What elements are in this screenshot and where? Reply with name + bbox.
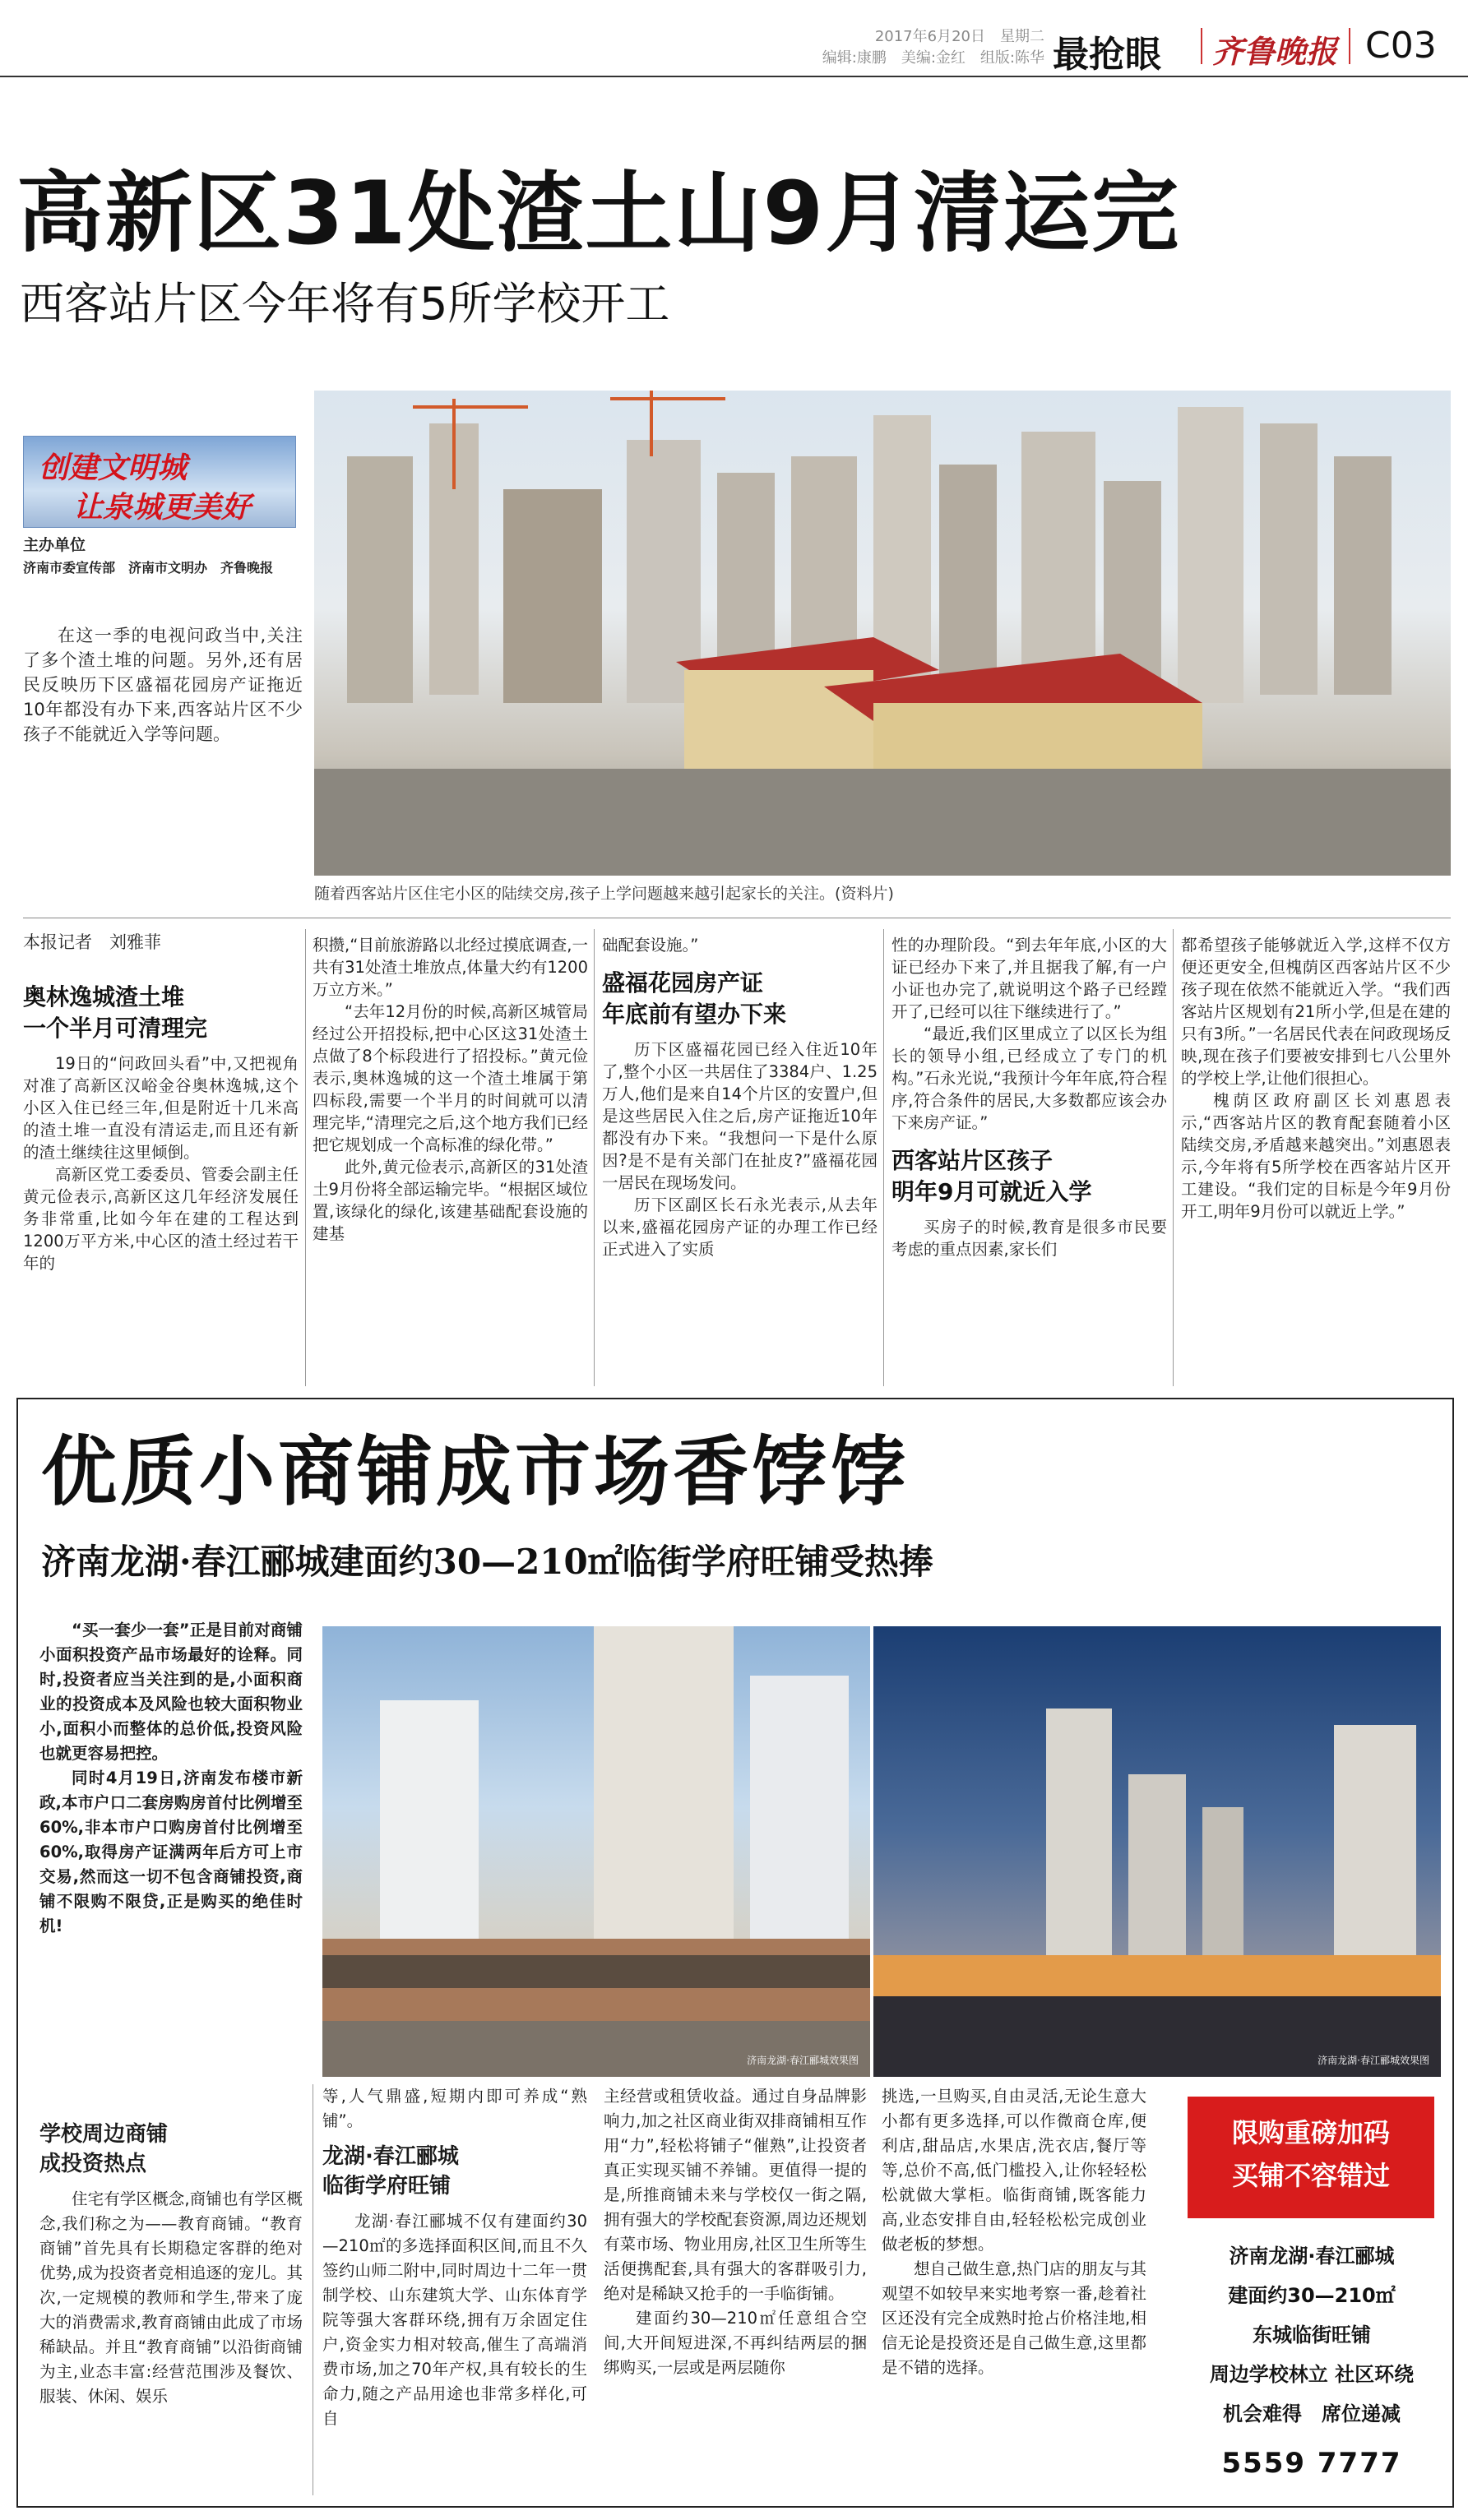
ad-column-3	[604, 2084, 867, 2380]
article-paragraph: 槐荫区政府副区长刘惠恩表示,“西客站片区的教育配套随着小区陆续交房,矛盾越来越突出。”刘惠恩表示,今年将有5所学校在西客站片区开工建设。“我们定的目标是今年9月份开工,明年9月份可以就近上学。”	[1181, 1091, 1451, 1221]
ad-paragraph: 挑选,一旦购买,自由灵活,无论生意大小都有更多选择,可以作微商仓库,便利店,甜品店,水果店,洗衣店,餐厅等等,总价不高,低门槛投入,让你轻轻松松就做大掌柜。临街商铺,既客能力高,业态安排自由,轻轻松松完成创业做老板的梦想。	[882, 2087, 1146, 2254]
article-paragraph: “去年12月份的时候,高新区城管局经过公开招投标,把中心区这31处渣土点做了8个标段进行了招投标。”黄元俭表示,奥林逸城的这一个渣土堆属于第四标段,需要一个半月的时间就可以清理完毕,“清理完之后,这个地方我们已经把它规划成一个高标准的绿化带。”	[313, 1002, 588, 1154]
ad-paragraph: 主经营或租赁收益。通过自身品牌影响力,加之社区商业街双排商铺相互作用“力”,轻松将铺子“催熟”,让投资者真正实现买铺不养铺。更值得一提的是,所推商铺未来与学校仅一街之隔,拥有强大的学校配套资源,周边还规划有菜市场、物业用房,社区卫生所等生活便携配套,具有强大的客群吸引力,绝对是稀缺又抢手的一手临街铺。	[604, 2087, 867, 2303]
page-number: C03	[1365, 25, 1437, 67]
ad-paragraph: 住宅有学区概念,商铺也有学区概念,我们称之为——教育商铺。“教育商铺”首先具有长期稳定客群的绝对优势,成为投资者竞相追逐的宠儿。其次,一定规模的教师和学生,带来了庞大的消费需求,教育商铺由此成了市场稀缺品。并且“教育商铺”以沿街商铺为主,业态丰富:经营范围涉及餐饮、服装、休闲、娱乐	[39, 2189, 303, 2406]
ad-subtitle: 济南龙湖·春江郦城建面约30—210㎡临街学府旺铺受热捧	[41, 1542, 933, 1582]
article-paragraph: 历下区副区长石永光表示,从去年以来,盛福花园房产证的办理工作已经正式进入了实质	[602, 1195, 878, 1259]
ad-paragraph: 想自己做生意,热门店的朋友与其观望不如较早来实地考察一番,趁着社区还没有完全成熟时抢占价格洼地,相信无论是投资还是自己做生意,这里都是不错的选择。	[882, 2259, 1146, 2377]
masthead-divider	[1201, 28, 1202, 64]
masthead-divider-2	[1349, 28, 1350, 64]
ad-column-2	[322, 2084, 587, 2431]
promo-info-line: 周边学校林立 社区环绕	[1209, 2363, 1415, 2386]
column-divider	[305, 929, 306, 1386]
column-divider	[883, 929, 884, 1386]
ad-title: 优质小商铺成市场香饽饽	[41, 1427, 910, 1516]
promo-banner	[1188, 2097, 1434, 2218]
column-divider	[594, 929, 595, 1386]
column-divider	[1173, 929, 1174, 1386]
render-image-1-art	[322, 1626, 870, 2077]
masthead-date: 2017年6月20日 星期二	[874, 28, 1044, 45]
promo-line-1: 限购重磅加码	[1231, 2117, 1390, 2148]
article-column-4	[891, 934, 1167, 1260]
masthead-editors: 编辑:康鹏 美编:金红 组版:陈华	[822, 49, 1044, 67]
ad-paragraph: 等,人气鼎盛,短期内即可养成“熟铺”。	[322, 2087, 587, 2130]
campaign-slogan-2: 让泉城更美好	[73, 490, 252, 525]
ad-paragraph: 龙湖·春江郦城不仅有建面约30—210㎡的多选择面积区间,而且不久签约山师二附中,同时周边十二年一贯制学校、山东建筑大学、山东体育学院等强大客群环绕,拥有万余固定住户,资金实力相对较高,催生了高端消费市场,加之70年产权,具有较长的生命力,随之产品用途也非常多样化,可自	[322, 2212, 587, 2428]
ad-column-1	[39, 2080, 303, 2409]
ad-paragraph: 建面约30—210㎡任意组合空间,大开间短进深,不再纠结两层的捆绑购买,一层或是两层随你	[604, 2309, 867, 2377]
construction-photo	[314, 391, 1451, 876]
promo-info-line: 建面约30—210㎡	[1228, 2284, 1396, 2307]
article-paragraph: 性的办理阶段。“到去年年底,小区的大证已经办下来了,并且据我了解,有一户小证也办完了,就说明这个路子已经蹚开了,已经可以往下继续进行了。”	[891, 936, 1167, 1021]
ad-intro	[39, 1618, 303, 1939]
promo-info-line: 济南龙湖·春江郦城	[1229, 2245, 1395, 2268]
promo-line-2: 买铺不容错过	[1231, 2160, 1390, 2191]
article-subhead-3: 西客站片区孩子 明年9月可就近入学	[891, 1147, 1092, 1205]
headline: 高新区31处渣土山9月清运完	[16, 163, 1181, 264]
campaign-host-label: 主办单位	[23, 536, 86, 554]
article-column-3	[602, 934, 878, 1260]
article-paragraph: “最近,我们区里成立了以区长为组长的领导小组,已经成立了专门的机构。”石永光说,“我预计今年年底,符合程序,符合条件的居民,大多数都应该会办下来房产证。”	[891, 1024, 1167, 1132]
article-paragraph: 此外,黄元俭表示,高新区的31处渣土9月份将全部运输完毕。“根据区域位置,该绿化的绿化,该建基础配套设施的建基	[313, 1158, 588, 1243]
paper-logo: 齐鲁晚报	[1212, 33, 1338, 70]
masthead-rule	[0, 76, 1468, 77]
promo-info-line: 机会难得 席位递减	[1223, 2402, 1401, 2425]
article-paragraph: 19日的“问政回头看”中,又把视角对准了高新区汉峪金谷奥林逸城,这个小区入住已经三年,但是附近十几米高的渣土堆一直没有清运走,而且还有新的渣土继续往这里倾倒。	[23, 1054, 299, 1162]
promo-info-line: 东城临街旺铺	[1253, 2323, 1371, 2347]
ad-subhead-1: 学校周边商铺 成投资热点	[39, 2122, 169, 2176]
campaign-hosts: 济南市委宣传部 济南市文明办 齐鲁晚报	[23, 560, 274, 576]
byline: 本报记者 刘雅菲	[23, 932, 161, 952]
ad-subhead-2: 龙湖·春江郦城 临街学府旺铺	[322, 2144, 459, 2199]
section-name: 最抢眼	[1053, 34, 1161, 76]
ad-column-4	[882, 2084, 1146, 2380]
ad-paragraph: “买一套少一套”正是目前对商铺小面积投资产品市场最好的诠释。同时,投资者应当关注到的是,小面积商业的投资成本及风险也较大面积物业小,面积小而整体的总价低,投资风险也就更容易把控。	[39, 1621, 303, 1763]
article-column-2	[313, 934, 588, 1245]
render-image-2-art	[873, 1626, 1441, 2077]
subheadline: 西客站片区今年将有5所学校开工	[20, 278, 670, 330]
construction-photo-art	[314, 391, 1451, 876]
ad-paragraph: 同时4月19日,济南发布楼市新政,本市户口二套房购房首付比例增至60%,非本市户口购房首付比例增至60%,取得房产证满两年后方可上市交易,然而这一切不包含商铺投资,商铺不限购不限贷,正是购买的绝佳时机!	[39, 1769, 303, 1935]
render-2-label: 济南龙湖·春江郦城效果图	[1317, 2055, 1429, 2066]
article-subhead-2: 盛福花园房产证 年底前有望办下来	[602, 969, 787, 1028]
render-image-1	[322, 1626, 870, 2077]
render-image-2	[873, 1626, 1441, 2077]
campaign-banner	[23, 436, 296, 528]
campaign-slogan-1: 创建文明城	[39, 451, 188, 485]
article-paragraph: 高新区党工委委员、管委会副主任黄元俭表示,高新区这几年经济发展任务非常重,比如今年在建的工程达到1200万平方米,中心区的渣土经过若干年的	[23, 1165, 299, 1273]
photo-caption: 随着西客站片区住宅小区的陆续交房,孩子上学问题越来越引起家长的关注。(资料片)	[314, 885, 894, 903]
article-paragraph: 积攒,“目前旅游路以北经过摸底调查,一共有31处渣土堆放点,体量大约有1200万立方米。”	[313, 936, 588, 999]
promo-phone: 5559 7777	[1221, 2447, 1402, 2480]
article-column-1	[23, 970, 299, 1274]
promo-info	[1184, 2236, 1439, 2434]
render-1-label: 济南龙湖·春江郦城效果图	[747, 2055, 859, 2066]
article-paragraph: 买房子的时候,教育是很多市民要考虑的重点因素,家长们	[891, 1218, 1167, 1259]
article-paragraph: 础配套设施。”	[602, 936, 699, 955]
article-subhead-1: 奥林逸城渣土堆 一个半月可清理完	[23, 983, 208, 1042]
article-column-5	[1181, 934, 1451, 1223]
article-paragraph: 都希望孩子能够就近入学,这样不仅方便还更安全,但槐荫区西客站片区不少孩子现在依然不能就近入学。“我们西客站片区规划有21所小学,但是在建的只有3所。”一名居民代表在问政现场反映,现在孩子们要被安排到七八公里外的学校上学,让他们很担心。	[1181, 936, 1451, 1088]
article-paragraph: 历下区盛福花园已经入住近10年了,整个小区一共居住了3384户、1.25万人,他们是来自14个片区的安置户,但是这些居民入住之后,房产证拖近10年都没有办下来。“我想问一下是什么原因?是不是有关部门在扯皮?”盛福花园一居民在现场发问。	[602, 1040, 878, 1192]
lead-paragraph: 在这一季的电视问政当中,关注了多个渣土堆的问题。另外,还有居民反映历下区盛福花园房产证拖近10年都没有办下来,西客站片区不少孩子不能就近入学等问题。	[23, 626, 303, 744]
